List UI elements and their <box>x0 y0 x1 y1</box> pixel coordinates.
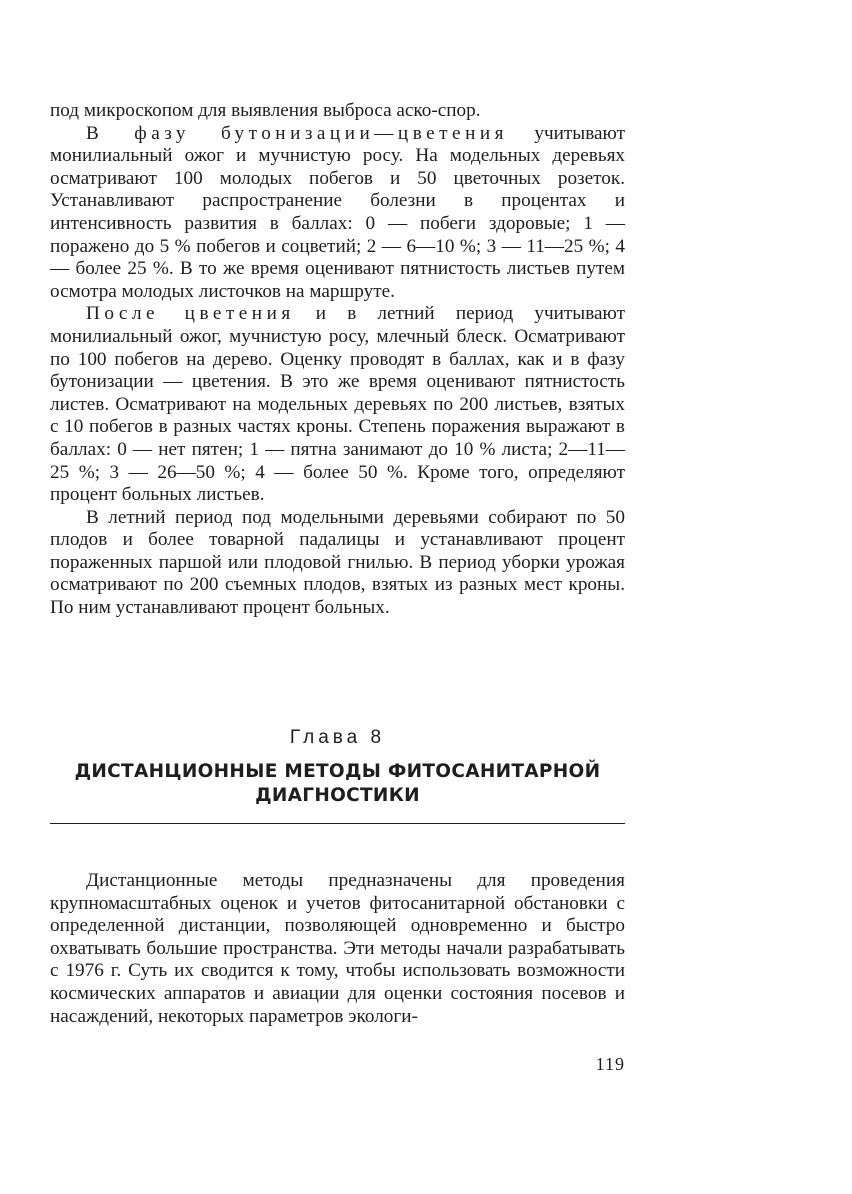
spaced-lead-phrase: После цветения <box>86 303 295 325</box>
paragraph-remote-methods: Дистанционные методы предназначены для проведения крупномасштабных оценок и учетов фитосанитарной обстановки с определенной дистанции, позволяющей одновременно и быстро охватывать большие пространства. Эти методы начали разрабатывать с 1976 г. Суть их сводится к тому, чтобы использовать возможности космических аппаратов и авиации для оценки состояния посевов и насаждений, некоторых параметров экологи- <box>50 870 625 1027</box>
chapter-label: Глава 8 <box>289 727 386 748</box>
paragraph-continuation: под микроскопом для выявления выброса аско-спор. <box>50 100 481 121</box>
chapter-title-line: ДИСТАНЦИОННЫЕ МЕТОДЫ ФИТОСАНИТАРНОЙ <box>74 761 601 782</box>
paragraph-budding-phase <box>50 123 625 304</box>
spaced-lead-phrase: В фазу бутонизации—цветения <box>86 122 508 144</box>
paragraph-body: учитывают монилиальный ожог и мучнистую росу. На модельных деревьях осматривают 100 молодых побегов и 50 цветочных розеток. Устанавливают распространение болезни в процентах и интенсивность развития в баллах: 0 — побеги здоровые; 1 — поражено до 5 % побегов и соцветий; 2 — 6—10 %; 3 — 11—25 %; 4 — более 25 %. В то же время оценивают пятнистость листьев путем осмотра молодых листочков на маршруте. <box>50 122 625 302</box>
paragraph-body: и в летний период учитывают монилиальный ожог, мучнистую росу, млечный блеск. Осматривают по 100 побегов на дерево. Оценку проводят в баллах, как и в фазу бутонизации — цветения. В это же время оценивают пятнистость листев. Осматривают на модельных деревьях по 200 листьев, взятых с 10 побегов в разных частях кроны. Степень поражения выражают в баллах: 0 — нет пятен; 1 — пятна занимают до 10 % листа; 2—11—25 %; 3 — 26—50 %; 4 — более 50 %. Кроме того, определяют процент больных листьев. <box>50 303 625 506</box>
top-text-block <box>50 100 625 620</box>
chapter-title-line: ДИАГНОСТИКИ <box>255 785 420 806</box>
paragraph-after-flowering <box>50 303 625 506</box>
chapter-title <box>50 760 625 808</box>
section-divider <box>50 823 625 824</box>
bottom-text-block <box>50 870 625 1028</box>
paragraph-summer-period: В летний период под модельными деревьями собирают по 50 плодов и более товарной падалицы и устанавливают процент пораженных паршой или плодовой гнилью. В период уборки урожая осматривают по 200 съемных плодов, взятых из разных мест кроны. По ним устанавливают процент больных. <box>50 506 625 619</box>
page-number: 119 <box>595 1054 625 1074</box>
